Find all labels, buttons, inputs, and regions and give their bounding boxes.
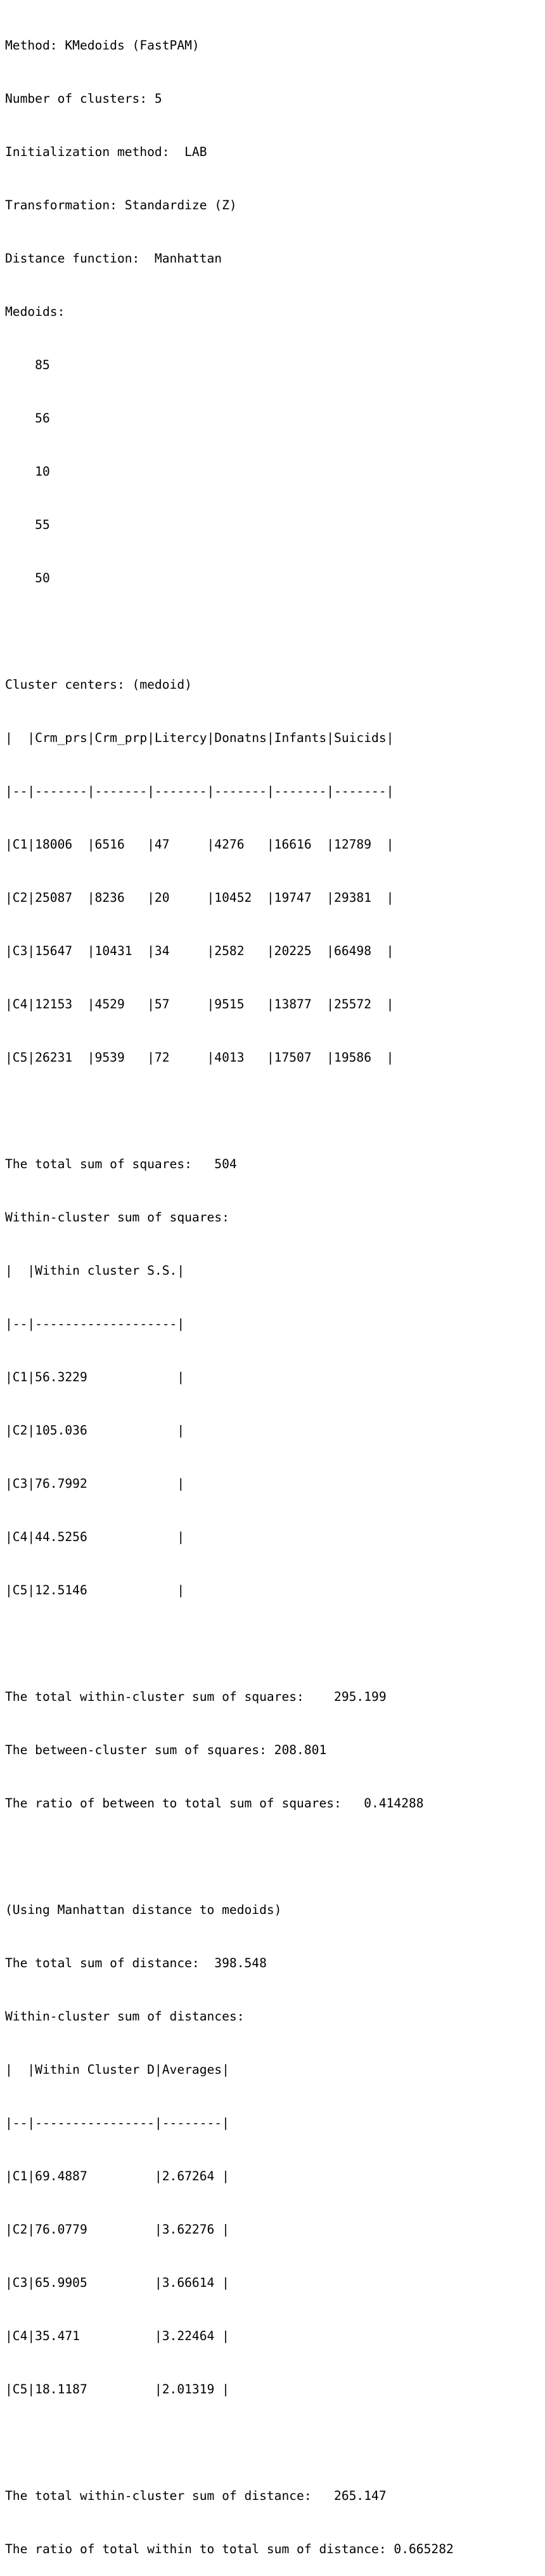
- output-line: Method: KMedoids (FastPAM): [5, 38, 200, 53]
- table-row: |C3|15647 |10431 |34 |2582 |20225 |66498 |: [5, 944, 394, 958]
- output-line: The between-cluster sum of squares: 208.801: [5, 1743, 327, 1757]
- table-row: |C1|69.4887 |2.67264 |: [5, 2169, 229, 2183]
- table-row: |C2|76.0779 |3.62276 |: [5, 2222, 229, 2237]
- output-line: The ratio of between to total sum of squares: 0.414288: [5, 1796, 424, 1811]
- table-row: |C3|76.7992 |: [5, 1476, 185, 1491]
- table-row: |C5|18.1187 |2.01319 |: [5, 2382, 229, 2397]
- output-line: Transformation: Standardize (Z): [5, 198, 237, 212]
- output-line: Within-cluster sum of squares:: [5, 1210, 229, 1225]
- output-line: 56: [5, 411, 50, 426]
- output-line: Medoids:: [5, 304, 65, 319]
- output-line: [5, 623, 454, 641]
- output-line: Within-cluster sum of distances:: [5, 2009, 245, 2024]
- output-line: The total sum of squares: 504: [5, 1157, 237, 1171]
- table-row: |C2|25087 |8236 |20 |10452 |19747 |29381 |: [5, 890, 394, 905]
- table-row: |C2|105.036 |: [5, 1423, 185, 1438]
- output-line: [5, 1635, 454, 1653]
- table-row: |C1|56.3229 |: [5, 1370, 185, 1384]
- output-line: 50: [5, 571, 50, 585]
- table-header-line: | |Within cluster S.S.|: [5, 1263, 185, 1278]
- output-line: The total within-cluster sum of distance: 265.147: [5, 2488, 387, 2503]
- console-output: [5, 1, 454, 2576]
- output-line: The ratio of total within to total sum of distance: 0.665282: [5, 2542, 454, 2556]
- table-row: |C5|12.5146 |: [5, 1583, 185, 1597]
- output-line: The total within-cluster sum of squares: 295.199: [5, 1689, 387, 1704]
- table-row: |C1|18006 |6516 |47 |4276 |16616 |12789 |: [5, 837, 394, 852]
- output-line: [5, 1102, 454, 1120]
- table-row: |C4|12153 |4529 |57 |9515 |13877 |25572 |: [5, 997, 394, 1012]
- table-row: |C3|65.9905 |3.66614 |: [5, 2275, 229, 2290]
- table-separator-line: |--|-------|-------|-------|-------|-------|-------|: [5, 784, 394, 798]
- output-line: (Using Manhattan distance to medoids): [5, 1903, 282, 1917]
- output-line: Cluster centers: (medoid): [5, 677, 192, 692]
- table-row: |C5|26231 |9539 |72 |4013 |17507 |19586 |: [5, 1050, 394, 1065]
- table-row: |C4|44.5256 |: [5, 1530, 185, 1544]
- output-line: 85: [5, 358, 50, 372]
- table-header-line: | |Crm_prs|Crm_prp|Litercy|Donatns|Infants|Suicids|: [5, 731, 394, 745]
- output-line: 10: [5, 464, 50, 479]
- output-line: Number of clusters: 5: [5, 91, 162, 106]
- output-line: Initialization method: LAB: [5, 145, 207, 159]
- table-separator-line: |--|----------------|--------|: [5, 2116, 229, 2130]
- output-line: The total sum of distance: 398.548: [5, 1956, 267, 1970]
- output-line: Distance function: Manhattan: [5, 251, 222, 266]
- table-separator-line: |--|-------------------|: [5, 1317, 185, 1331]
- output-line: [5, 1848, 454, 1866]
- output-line: 55: [5, 517, 50, 532]
- table-row: |C4|35.471 |3.22464 |: [5, 2329, 229, 2343]
- table-header-line: | |Within Cluster D|Averages|: [5, 2062, 229, 2077]
- output-line: [5, 2434, 454, 2452]
